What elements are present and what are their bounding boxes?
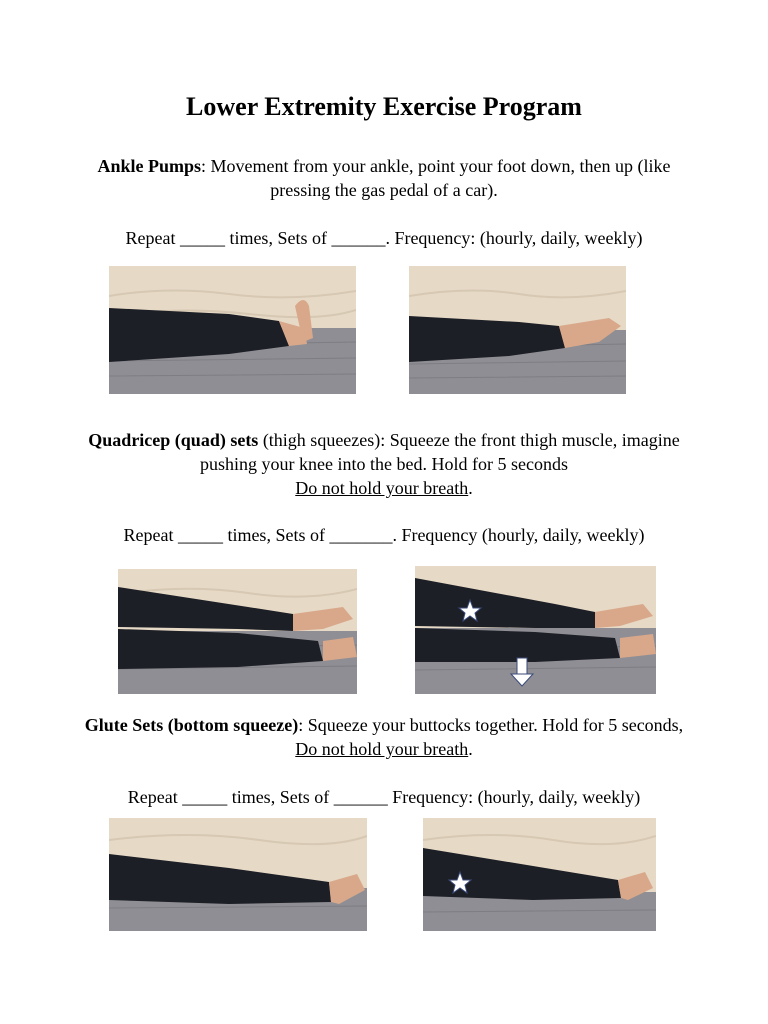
ankle-pumps-description (80, 154, 688, 202)
quad-set-photo-relaxed (118, 569, 357, 694)
glute-sets-repeat: Repeat _____ times, Sets of ______ Frequency: (hourly, daily, weekly) (127, 787, 641, 807)
ankle-pump-photo-up (109, 266, 356, 394)
ankle-pumps-repeat: Repeat _____ times, Sets of ______. Frequency: (hourly, daily, weekly) (125, 228, 643, 248)
quad-sets-warning: Do not hold your breath (295, 478, 469, 498)
glute-set-photo-squeeze (423, 818, 656, 931)
glute-sets-description (80, 713, 688, 761)
glute-sets-heading: Glute Sets (bottom squeeze) (84, 715, 299, 735)
ankle-pumps-text: : Movement from your ankle, point your foot down, then up (like pressing the gas pedal of a car). (201, 156, 671, 200)
quad-sets-heading: Quadricep (quad) sets (88, 430, 259, 450)
quad-sets-text: (thigh squeezes): Squeeze the front thigh muscle, imagine pushing your knee into the bed. Hold for 5 seconds (200, 430, 680, 474)
quad-sets-repeat: Repeat _____ times, Sets of _______. Frequency (hourly, daily, weekly) (123, 525, 645, 545)
glute-set-photo-relaxed (109, 818, 367, 931)
ankle-pumps-heading: Ankle Pumps (97, 156, 202, 176)
quad-sets-description (80, 428, 688, 500)
glute-sets-warning-end: . (468, 739, 473, 759)
glute-sets-warning: Do not hold your breath (295, 739, 469, 759)
quad-set-photo-squeeze (415, 566, 656, 694)
ankle-pump-photo-down (409, 266, 626, 394)
page-title: Lower Extremity Exercise Program (186, 92, 582, 121)
glute-sets-text: : Squeeze your buttocks together. Hold for 5 seconds, (298, 715, 684, 735)
quad-sets-warning-end: . (468, 478, 473, 498)
